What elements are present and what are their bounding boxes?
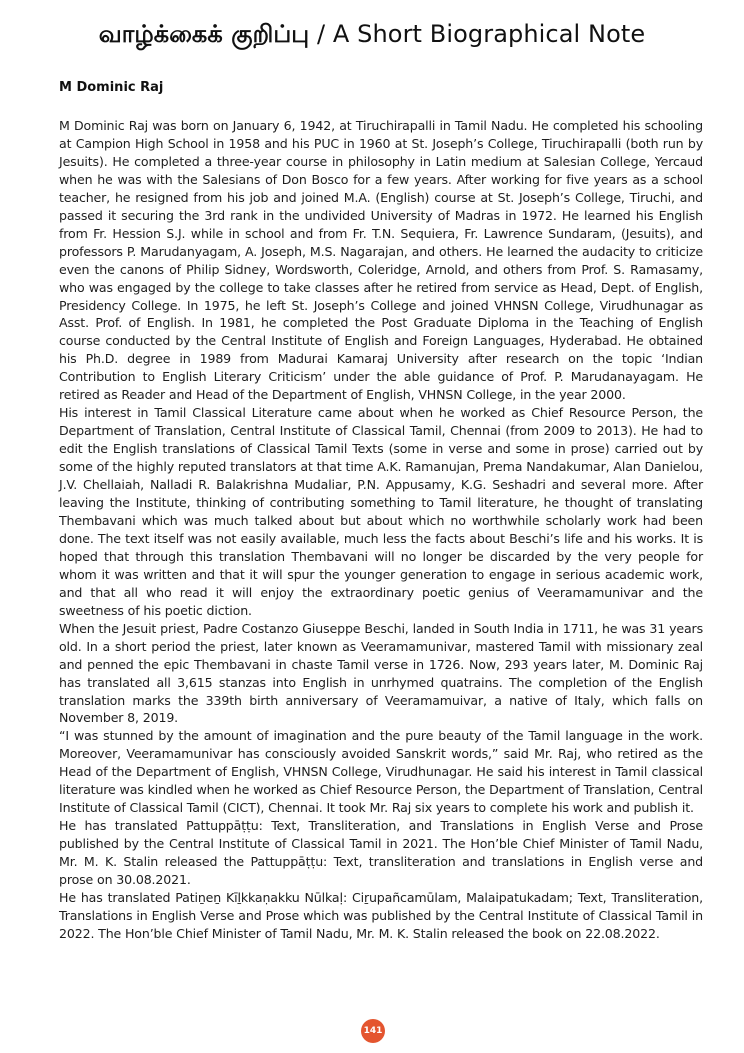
paragraph-patinen: He has translated Patiṉeṉ Kīḻkkaṇakku Nūlkaḷ: Ciṟupañcamūlam, Malaipatukadam; Text, Transliteration, Translations in English Verse and Prose which was published by the Central Institute of Classical Tamil in 2022. The Hon’ble Chief Minister of Tamil Nadu, Mr. M. K. Stalin released the book on 22.08.2022. (59, 889, 703, 941)
paragraph-pattuppattu: He has translated Pattuppāṭṭu: Text, Transliteration, and Translations in English Verse and Prose published by the Central Institute of Classical Tamil in 2021. The Hon’ble Chief Minister of Tamil Nadu, Mr. M. K. Stalin released the Pattuppāṭṭu: Text, transliteration and translations in English verse and prose on 30.08.2021. (59, 818, 703, 888)
page-number-badge: 141 (361, 1019, 385, 1043)
title-tamil: வாழ்க்கைக் குறிப்பு (98, 20, 310, 48)
title-separator: / (309, 20, 333, 48)
paragraph-classical-tamil: His interest in Tamil Classical Literature came about when he worked as Chief Resource Person, the Department of Translation, Central Institute of Classical Tamil, Chennai (from 2009 to 2013). He had to edit the English translations of Classical Tamil Texts (some in verse and some in prose) carried out by some of the highly reputed translators at that time A.K. Ramanujan, Prema Nandakumar, Alan Danielou, J.V. Chellaiah, Nalladi R. Balakrishna Mudaliar, P.N. Appusamy, K.G. Seshadri and several more. After leaving the Institute, thinking of contributing something to Tamil literature, he thought of translating Thembavani which was much talked about but about which no worthwhile scholarly work had been done. The text itself was not easily available, much less the facts about Beschi’s life and his works. It is hoped that through this translation Thembavani will no longer be discarded by the very people for whom it was written and that it will spur the younger generation to engage in serious academic work, and that all who read it will enjoy the extraordinary poetic genius of Veeramamunivar and the sweetness of his poetic diction. (59, 405, 703, 618)
paragraph-quote: “I was stunned by the amount of imagination and the pure beauty of the Tamil language in the work. Moreover, Veeramamunivar has consciously avoided Sanskrit words,” said Mr. Raj, who retired as the Head of the Department of English, VHNSN College, Virudhunagar. He said his interest in Tamil classical literature was kindled when he worked as Chief Resource Person, the Department of Translation, Central Institute of Classical Tamil (CICT), Chennai. It took Mr. Raj six years to complete his work and publish it. (59, 728, 703, 816)
title-english: A Short Biographical Note (332, 20, 646, 48)
biography-body (59, 117, 703, 943)
paragraph-beschi: When the Jesuit priest, Padre Costanzo Giuseppe Beschi, landed in South India in 1711, he was 31 years old. In a short period the priest, later known as Veeramamunivar, mastered Tamil with missionary zeal and penned the epic Thembavani in chaste Tamil verse in 1726. Now, 293 years later, M. Dominic Raj has translated all 3,615 stanzas into English in unrhymed quatrains. The completion of the English translation marks the 339th birth anniversary of Veeramamuivar, a native of Italy, which falls on November 8, 2019. (59, 620, 703, 726)
author-name: M Dominic Raj (59, 80, 164, 95)
paragraph-education: M Dominic Raj was born on January 6, 1942, at Tiruchirapalli in Tamil Nadu. He completed his schooling at Campion High School in 1958 and his PUC in 1960 at St. Joseph’s College, Tiruchirapalli (both run by Jesuits). He completed a three-year course in philosophy in Latin medium at Salesian College, Yercaud when he was with the Salesians of Don Bosco for a few years. After working for five years as a school teacher, he resigned from his job and joined M.A. (English) course at St. Joseph’s College, Tiruchi, and passed it securing the 3rd rank in the undivided University of Madras in 1972. He learned his English from Fr. Hession S.J. while in school and from Fr. T.N. Sequiera, Fr. Lawrence Sundaram, (Jesuits), and professors P. Marudanyagam, A. Joseph, M.S. Nagarajan, and others. He learned the audacity to criticize even the canons of Philip Sidney, Wordsworth, Coleridge, Arnold, and others from Prof. S. Ramasamy, who was engaged by the college to take classes after he retired from service as Head, Dept. of English, Presidency College. In 1975, he left St. Joseph’s College and joined VHNSN College, Virudhunagar as Asst. Prof. of English. In 1981, he completed the Post Graduate Diploma in the Teaching of English course conducted by the Central Institute of English and Foreign Languages, Hyderabad. He obtained his Ph.D. degree in 1989 from Madurai Kamaraj University after research on the topic ‘Indian Contribution to English Literary Criticism’ under the able guidance of Prof. P. Marudanayagam. He retired as Reader and Head of the Department of English, VHNSN College, in the year 2000. (59, 118, 703, 403)
page-title (0, 20, 744, 51)
